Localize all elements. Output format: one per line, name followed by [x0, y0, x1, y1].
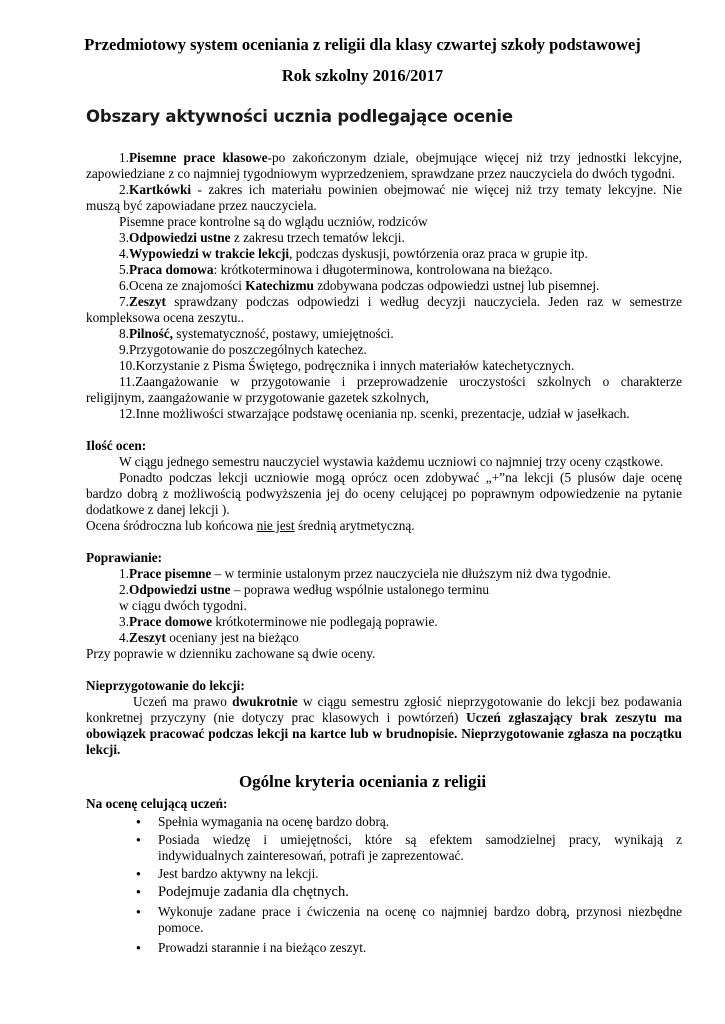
count-line-2: Ponadto podczas lekcji uczniowie mogą oprócz ocen zdobywać „+”na lekcji (5 plusów daje ocenę	[119, 470, 682, 485]
unprepared-heading: Nieprzygotowanie do lekcji:	[86, 678, 245, 693]
activity-item-7-cont: kompleksowa ocena zeszytu..	[86, 310, 245, 325]
activity-item-7: 7.Zeszyt sprawdzany podczas odpowiedzi i według decyzji nauczyciela. Jeden raz w semestrze	[119, 294, 682, 309]
activity-item-8: 8.Pilność, systematyczność, postawy, umiejętności.	[119, 326, 394, 341]
correction-note: Przy poprawie w dzienniku zachowane są dwie oceny.	[86, 646, 376, 661]
activity-item-10: 10.Korzystanie z Pisma Świętego, podręcznika i innych materiałów katechetycznych.	[119, 358, 575, 373]
unprepared-line-4: lekcji.	[86, 742, 121, 757]
correction-item-4: 4.Zeszyt oceniany jest na bieżąco	[119, 630, 299, 645]
grade-label: Na ocenę celującą uczeń:	[86, 796, 228, 811]
correction-item-1: 1.Prace pisemne – w terminie ustalonym przez nauczyciela nie dłuższym niż dwa tygodnie.	[119, 566, 611, 581]
count-line-3: bardzo dobrą z możliwością podwyższenia jej do oceny celującej po poprawnym odpowiedzenie na pytanie	[86, 486, 682, 501]
unprepared-line-1: Uczeń ma prawo dwukrotnie w ciągu semestru zgłosić nieprzygotowanie do lekcji bez podawania	[133, 694, 682, 709]
activity-note: Pisemne prace kontrolne są do wglądu uczniów, rodziców	[119, 214, 428, 229]
criteria-bullet-5-cont: pomoce.	[158, 920, 204, 935]
activity-heading: Obszary aktywności ucznia podlegające ocenie	[86, 107, 513, 126]
count-line-1: W ciągu jednego semestru nauczyciel wystawia każdemu uczniowi co najmniej trzy oceny cząstkowe.	[119, 454, 664, 469]
correction-item-2: 2.Odpowiedzi ustne – poprawa według wspólnie ustalonego terminu	[119, 582, 490, 597]
activity-item-6: 6.Ocena ze znajomości Katechizmu zdobywana podczas odpowiedzi ustnej lub pisemnej.	[119, 278, 600, 293]
criteria-heading: Ogólne kryteria oceniania z religii	[238, 772, 487, 791]
criteria-bullet-2-cont: indywidualnych zainteresowań, potrafi je zaprezentować.	[158, 848, 464, 863]
criteria-bullet-6: ● Prowadzi starannie i na bieżąco zeszyt.	[158, 940, 366, 956]
count-heading: Ilość ocen:	[86, 438, 147, 453]
correction-heading: Poprawianie:	[86, 550, 163, 565]
criteria-bullet-4: ● Podejmuje zadania dla chętnych.	[158, 884, 349, 900]
criteria-bullet-1: ● Spełnia wymagania na ocenę bardzo dobrą.	[158, 814, 389, 830]
activity-item-2-cont: muszą być zapowiadane przez nauczyciela.	[86, 198, 317, 213]
activity-item-2: 2.Kartkówki - zakres ich materiału powinien obejmować nie więcej niż trzy tematy lekcyjne. Nie	[119, 182, 682, 197]
activity-item-11-cont: religijnym, zaangażowanie w przygotowanie gazetek szkolnych,	[86, 390, 429, 405]
criteria-bullet-5: ● Wykonuje zadane prace i ćwiczenia na ocenę co najmniej bardzo dobrą, przynosi niezbędne	[158, 904, 682, 920]
activity-item-3: 3.Odpowiedzi ustne z zakresu trzech tematów lekcji.	[119, 230, 405, 245]
correction-item-2-cont: w ciągu dwóch tygodni.	[119, 598, 247, 613]
activity-item-4: 4.Wypowiedzi w trakcie lekcji, podczas dyskusji, powtórzenia oraz praca w grupie itp.	[119, 246, 588, 261]
correction-item-3: 3.Prace domowe krótkoterminowe nie podlegają poprawie.	[119, 614, 438, 629]
unprepared-line-3: obowiązek pracować podczas lekcji na kartce lub w brudnopisie. Nieprzygotowanie zgłasza na początku	[86, 726, 682, 741]
activity-item-11: 11.Zaangażowanie w przygotowanie i przeprowadzenie uroczystości szkolnych o charakterze	[119, 374, 682, 389]
criteria-bullet-2: ● Posiada wiedzę i umiejętności, które są efektem samodzielnej pracy, wynikają z	[158, 832, 682, 848]
count-line-4: dodatkowe z danej lekcji ).	[86, 502, 230, 517]
activity-item-5: 5.Praca domowa: krótkoterminowa i długoterminowa, kontrolowana na bieżąco.	[119, 262, 553, 277]
activity-item-1: 1.Pisemne prace klasowe-po zakończonym dziale, obejmujące więcej niż trzy jednostki lekcyjne,	[119, 150, 682, 165]
activity-item-12: 12.Inne możliwości stwarzające podstawę oceniania np. scenki, prezentacje, udział w jasełkach.	[119, 406, 630, 421]
school-year: Rok szkolny 2016/2017	[281, 66, 444, 85]
unprepared-line-2: konkretnej przyczyny (nie dotyczy prac klasowych i powtórzeń) Uczeń zgłaszający brak zeszytu ma	[86, 710, 682, 725]
criteria-bullet-3: ● Jest bardzo aktywny na lekcji.	[158, 866, 319, 882]
document-title: Przedmiotowy system oceniania z religii dla klasy czwartej szkoły podstawowej	[84, 35, 641, 54]
count-line-5: Ocena śródroczna lub końcowa nie jest średnią arytmetyczną.	[86, 518, 415, 533]
activity-item-1-cont: zapowiedziane z co najmniej tygodniowym wyprzedzeniem, sprawdzane przez nauczyciela do dwóch tygodni.	[86, 166, 675, 181]
activity-item-9: 9.Przygotowanie do poszczególnych katechez.	[119, 342, 367, 357]
